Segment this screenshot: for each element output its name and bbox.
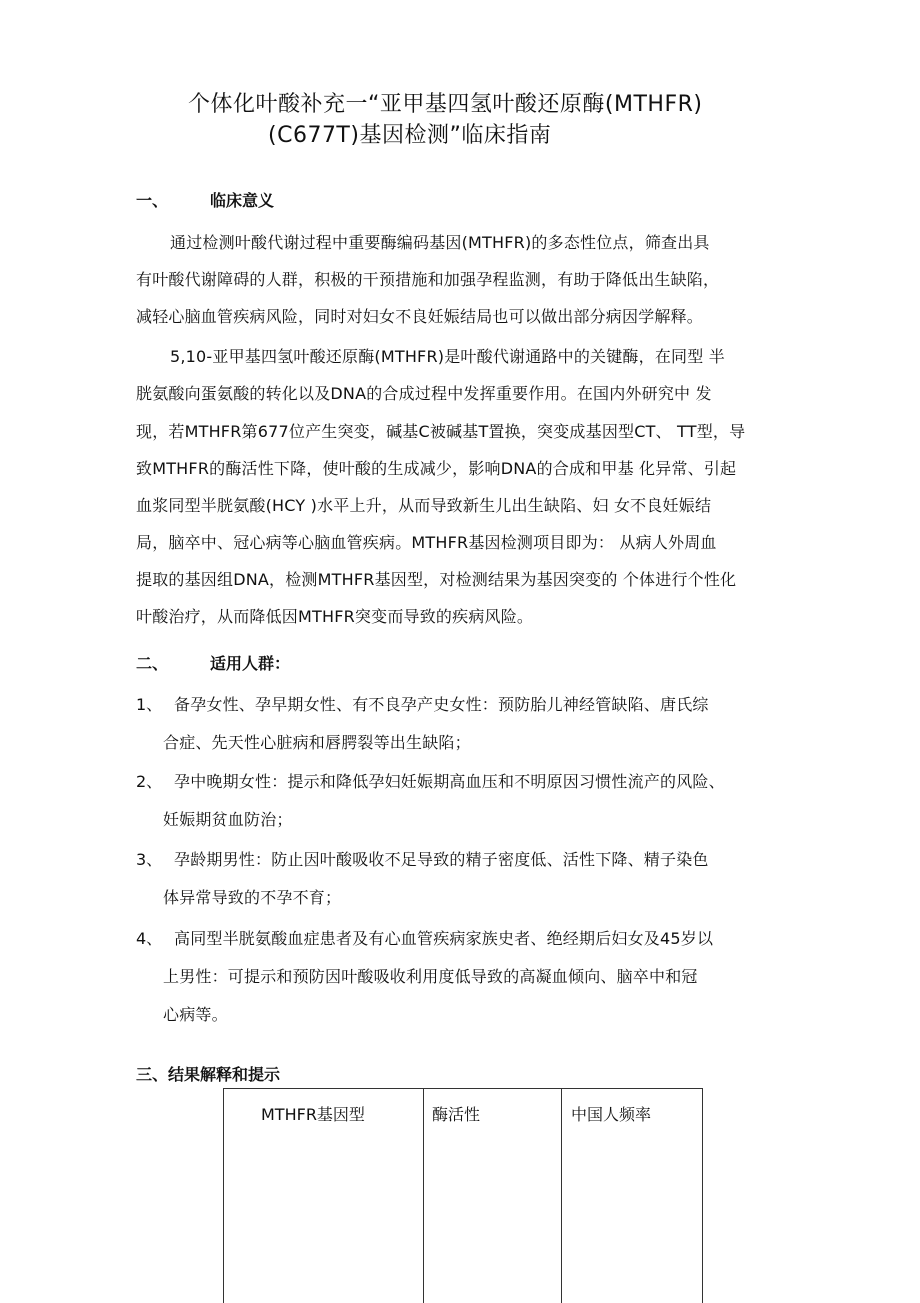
list-item-number: 2、 [136, 772, 163, 791]
para-2-line: 5,10-亚甲基四氢叶酸还原酶(MTHFR)是叶酸代谢通路中的关键酶，在同型 半 [170, 347, 725, 366]
para-1-line: 有叶酸代谢障碍的人群，积极的干预措施和加强孕程监测，有助于降低出生缺陷， [136, 270, 720, 289]
list-item-line: 孕龄期男性：防止因叶酸吸收不足导致的精子密度低、活性下降、精子染色 [174, 850, 709, 869]
para-1-line: 通过检测叶酸代谢过程中重要酶编码基因(MTHFR)的多态性位点，筛查出具 [170, 233, 710, 252]
document-title-line-1: 个体化叶酸补充一“亚甲基四氢叶酸还原酶(MTHFR) [188, 92, 703, 117]
section-1-title: 临床意义 [210, 191, 275, 210]
table-header-enzyme-activity: 酶活性 [432, 1105, 481, 1124]
result-table [223, 1088, 703, 1303]
para-2-line: 血浆同型半胱氨酸(HCY )水平上升，从而导致新生儿出生缺陷、妇 女不良妊娠结 [136, 496, 712, 515]
section-1-number: 一、 [136, 191, 169, 210]
list-item-line: 心病等。 [163, 1005, 228, 1024]
table-divider [561, 1089, 562, 1303]
list-item-number: 3、 [136, 850, 163, 869]
para-2-line: 提取的基因组DNA，检测MTHFR基因型，对检测结果为基因突变的 个体进行个性化 [136, 570, 737, 589]
table-divider [423, 1089, 424, 1303]
para-2-line: 致MTHFR的酶活性下降，使叶酸的生成减少，影响DNA的合成和甲基 化异常、引起 [136, 459, 737, 478]
para-1-line: 减轻心脑血管疾病风险，同时对妇女不良妊娠结局也可以做出部分病因学解释。 [136, 307, 704, 326]
section-3-title: 三、结果解释和提示 [136, 1065, 281, 1084]
list-item-line: 备孕女性、孕早期女性、有不良孕产史女性：预防胎儿神经管缺陷、唐氏综 [174, 695, 709, 714]
list-item-line: 孕中晚期女性：提示和降低孕妇妊娠期高血压和不明原因习惯性流产的风险、 [174, 772, 725, 791]
para-2-line: 胱氨酸向蛋氨酸的转化以及DNA的合成过程中发挥重要作用。在国内外研究中 发 [136, 384, 712, 403]
section-2-title: 适用人群： [210, 654, 291, 673]
list-item-number: 4、 [136, 929, 163, 948]
section-2-number: 二、 [136, 654, 169, 673]
para-2-line: 叶酸治疗，从而降低因MTHFR突变而导致的疾病风险。 [136, 607, 534, 626]
list-item-line: 体异常导致的不孕不育； [163, 888, 342, 907]
para-2-line: 局，脑卒中、冠心病等心脑血管疾病。MTHFR基因检测项目即为： 从病人外周血 [136, 533, 717, 552]
list-item-number: 1、 [136, 695, 163, 714]
list-item-line: 合症、先天性心脏病和唇腭裂等出生缺陷； [163, 733, 471, 752]
list-item-line: 高同型半胱氨酸血症患者及有心血管疾病家族史者、绝经期后妇女及45岁以 [174, 929, 714, 948]
list-item-line: 上男性：可提示和预防因叶酸吸收利用度低导致的高凝血倾向、脑卒中和冠 [163, 967, 698, 986]
table-header-frequency: 中国人频率 [571, 1105, 652, 1124]
document-title-line-2: (C677T)基因检测”临床指南 [268, 123, 552, 148]
list-item-line: 妊娠期贫血防治； [163, 810, 293, 829]
para-2-line: 现，若MTHFR第677位产生突变，碱基C被碱基T置换，突变成基因型CT、 TT型，导 [136, 422, 746, 441]
table-header-genotype: MTHFR基因型 [261, 1105, 365, 1124]
